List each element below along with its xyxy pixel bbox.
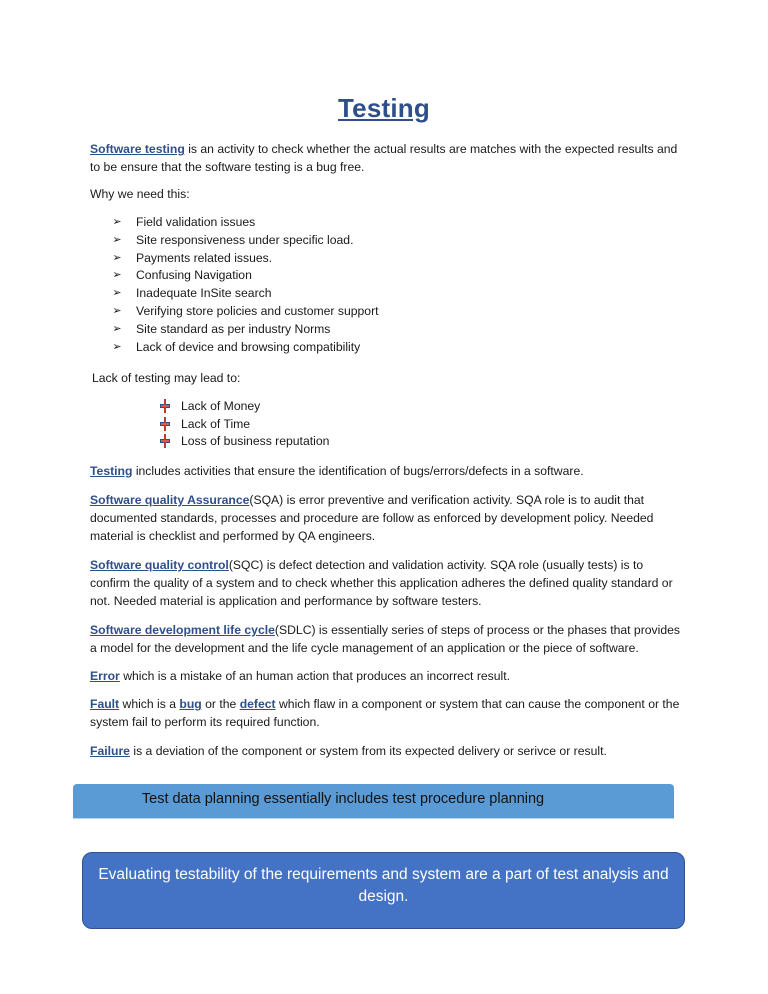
list-item: ➢ Lack of device and browsing compatibility [110,339,510,357]
why-list [110,214,510,356]
banner-text: Test data planning essentially includes test procedure planning [141,791,545,807]
term-fault: Fault [90,697,120,711]
term-failure: Failure [90,744,130,758]
term-software-testing: Software testing [90,142,185,156]
arrow-bullet-icon: ➢ [112,251,122,264]
pushpin-bullet-icon [158,399,172,413]
arrow-bullet-icon: ➢ [112,269,122,282]
sqa-paragraph: Software quality Assurance(SQA) is error preventive and verification activity. SQA role is to audit that documented standards, processes and procedure are follow as enforced by development policy. Needed material is checklist and performed by QA engineers. [90,493,654,543]
term-bug: bug [179,697,202,711]
list-item: ➢ Site standard as per industry Norms [110,321,510,339]
pushpin-bullet-icon [158,417,172,431]
sdlc-paragraph: Software development life cycle(SDLC) is essentially series of steps of process or the phases that provides a model for the development and the life cycle management of an application or the piece of software. [90,623,681,655]
pushpin-bullet-icon [158,434,172,448]
intro-text: is an activity to check whether the actual results are matches with the expected results and to be ensure that the software testing is a bug free. [90,142,678,174]
testability-callout: Evaluating testability of the requirements and system are a part of test analysis and design. [82,852,685,929]
sqc-paragraph: Software quality control(SQC) is defect detection and validation activity. SQA role (usually tests) is to confirm the quality of a system and to check whether this application adheres the defined quality standard or not. Needed material is application and performance by software testers. [90,558,673,608]
term-defect: defect [239,697,276,711]
term-testing: Testing [90,464,133,478]
arrow-bullet-icon: ➢ [112,216,122,228]
list-item: ➢ Payments related issues. [110,250,510,268]
arrow-bullet-icon: ➢ [112,304,122,317]
arrow-bullet-icon: ➢ [112,340,122,353]
list-item: ➢ Site responsiveness under specific load. [110,232,510,250]
lack-list [158,398,458,451]
error-paragraph: Error which is a mistake of an human action that produces an incorrect result. [90,669,511,683]
arrow-bullet-icon: ➢ [112,233,122,246]
list-item: Lack of Money [158,398,458,416]
why-heading: Why we need this: [90,187,190,201]
page-title: Testing [338,93,430,123]
list-item: Loss of business reputation [158,433,458,451]
term-sqa: Software quality Assurance [90,493,250,507]
list-item: ➢ Inadequate InSite search [110,285,510,303]
intro-paragraph [90,140,682,176]
list-item: ➢ Confusing Navigation [110,267,510,285]
term-error: Error [90,669,120,683]
term-sdlc: Software development life cycle [90,623,275,637]
testing-definition: Testing includes activities that ensure the identification of bugs/errors/defects in a software. [90,464,584,478]
list-item: ➢ Field validation issues [110,214,510,232]
arrow-bullet-icon: ➢ [112,287,122,300]
term-sqc: Software quality control [90,558,229,572]
fault-paragraph: Fault which is a bug or the defect which flaw in a component or system that can cause the component or the system fail to perform its required function. [90,697,680,729]
lack-heading: Lack of testing may lead to: [92,371,241,385]
arrow-bullet-icon: ➢ [112,322,122,335]
failure-paragraph: Failure is a deviation of the component or system from its expected delivery or serivce or result. [90,744,607,758]
list-item: Lack of Time [158,416,458,434]
test-data-banner [73,784,674,819]
list-item: ➢ Verifying store policies and customer support [110,303,510,321]
